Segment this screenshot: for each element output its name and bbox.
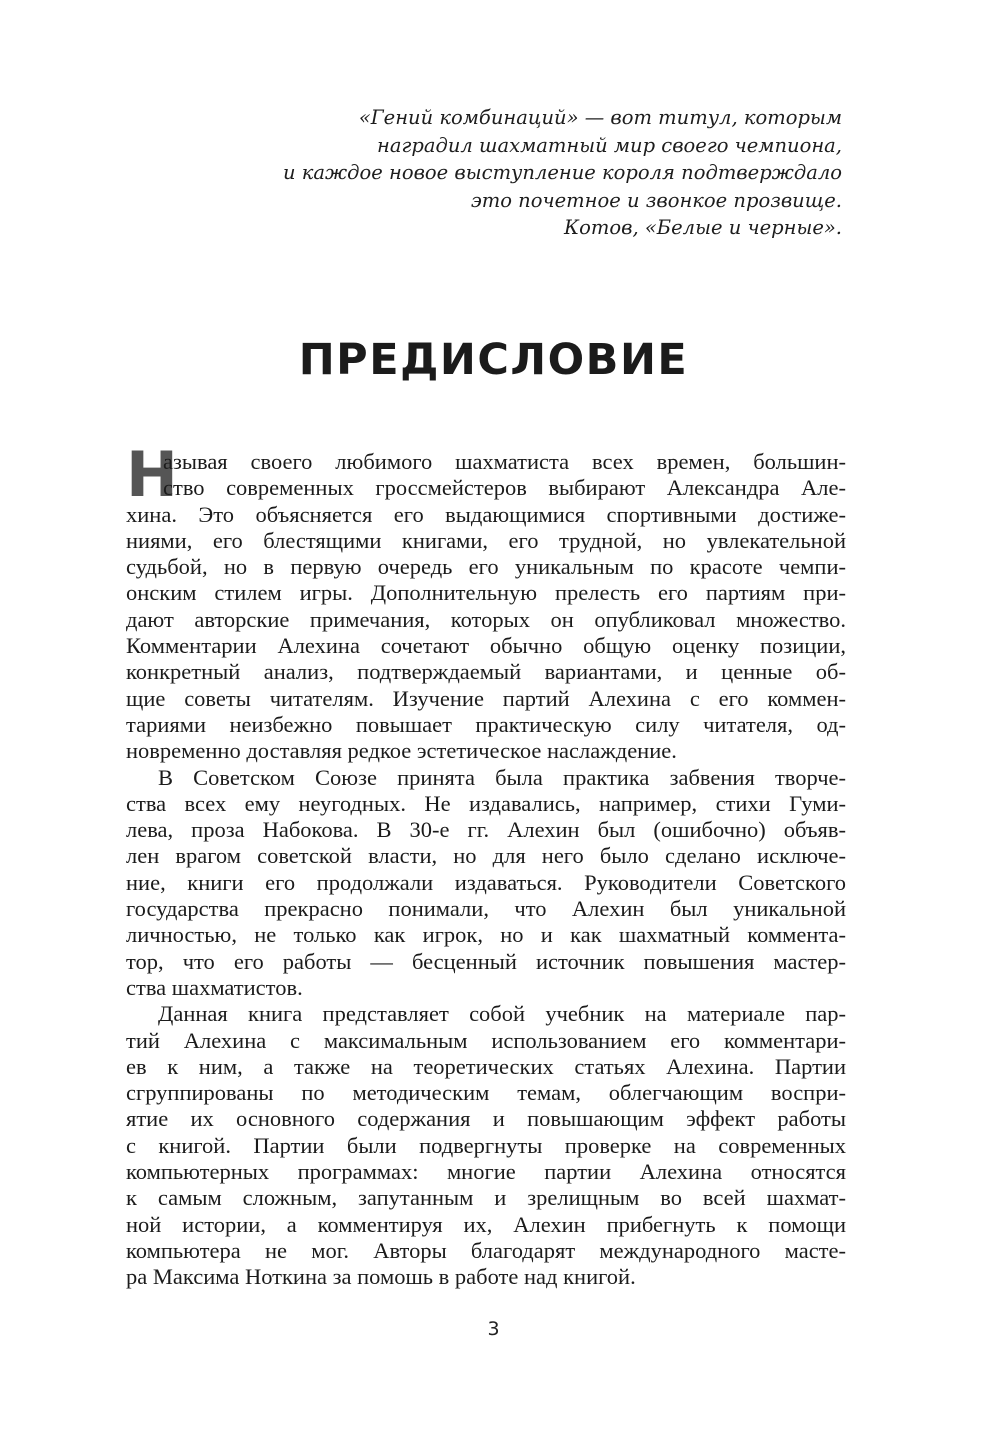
text-line: с книгой. Партии были подвергнуты проверке на современных [126,1132,846,1158]
text-line: государства прекрасно понимали, что Алехин был уникальной [126,896,846,922]
text-line: ние, книги его продолжали издаваться. Руководители Советского [126,869,846,895]
text-line: лен врагом советской власти, но для него было сделано исключе- [126,843,846,869]
text-line: ство современных гроссмейстеров выбирают Александра Але- [163,475,846,501]
text-line: компьютера не мог. Авторы благодарят международного масте- [126,1237,846,1263]
text-line: тариями неизбежно повышает практическую силу читателя, од- [126,711,846,737]
text-line: ной истории, а комментируя их, Алехин прибегнуть к помощи [126,1211,846,1237]
epigraph-line: наградил шахматный мир своего чемпиона, [377,133,842,157]
text-line: лева, проза Набокова. В 30-е гг. Алехин был (ошибочно) объяв- [126,817,846,843]
text-line: щие советы читателям. Изучение партий Алехина с его коммен- [126,685,846,711]
text-line: ев к ним, а также на теоретических статьях Алехина. Партии [126,1053,846,1079]
text-line: дают авторские примечания, которых он опубликовал множество. [126,606,846,632]
text-line: ства шахматистов. [126,974,303,1000]
text-line: тор, что его работы — бесценный источник повышения мастер- [126,948,846,974]
drop-cap: Н [126,438,178,511]
page-number: 3 [487,1318,500,1340]
epigraph [200,104,842,242]
epigraph-line: это почетное и звонкое прозвище. [470,188,842,212]
text-line: тий Алехина с максимальным использованием его комментари- [126,1027,846,1053]
text-line: хина. Это объясняется его выдающимися спортивными достиже- [126,501,846,527]
text-line: к самым сложным, запутанным и зрелищным во всей шахмат- [126,1185,846,1211]
text-line: ра Максима Ноткина за помошь в работе над книгой. [126,1264,636,1290]
epigraph-line: «Гений комбинаций» — вот титул, которым [358,106,842,129]
body-text [126,438,846,1291]
text-line: азывая своего любимого шахматиста всех времен, большин- [163,449,846,474]
text-line: ятие их основного содержания и повышающим эффект работы [126,1106,846,1132]
text-line: компьютерных программах: многие партии Алехина относятся [126,1159,846,1185]
epigraph-attribution: Котов, «Белые и черные». [564,216,842,239]
text-line: ниями, его блестящими книгами, его трудной, но увлекательной [126,527,846,553]
chapter-title: ПРЕДИСЛОВИЕ [298,335,689,385]
text-line: В Советском Союзе принята была практика забвения творче- [158,764,846,790]
text-line: судьбой, но в первую очередь его уникальным по красоте чемпи- [126,554,846,580]
text-line: сгруппированы по методическим темам, облегчающим воспри- [126,1080,846,1106]
text-line: конкретный анализ, подтверждаемый вариантами, и ценные об- [126,659,846,685]
text-line: Данная книга представляет собой учебник на материале пар- [158,1001,846,1027]
epigraph-line: и каждое новое выступление короля подтверждало [282,161,842,184]
text-line: новременно доставляя редкое эстетическое наслаждение. [126,738,677,764]
text-line: ства всех ему неугодных. Не издавались, например, стихи Гуми- [126,790,846,816]
text-line: личностью, не только как игрок, но и как шахматный коммента- [126,922,846,948]
text-line: онским стилем игры. Дополнительную прелесть его партиям при- [126,580,846,606]
text-line: Комментарии Алехина сочетают обычно общую оценку позиции, [126,633,846,659]
